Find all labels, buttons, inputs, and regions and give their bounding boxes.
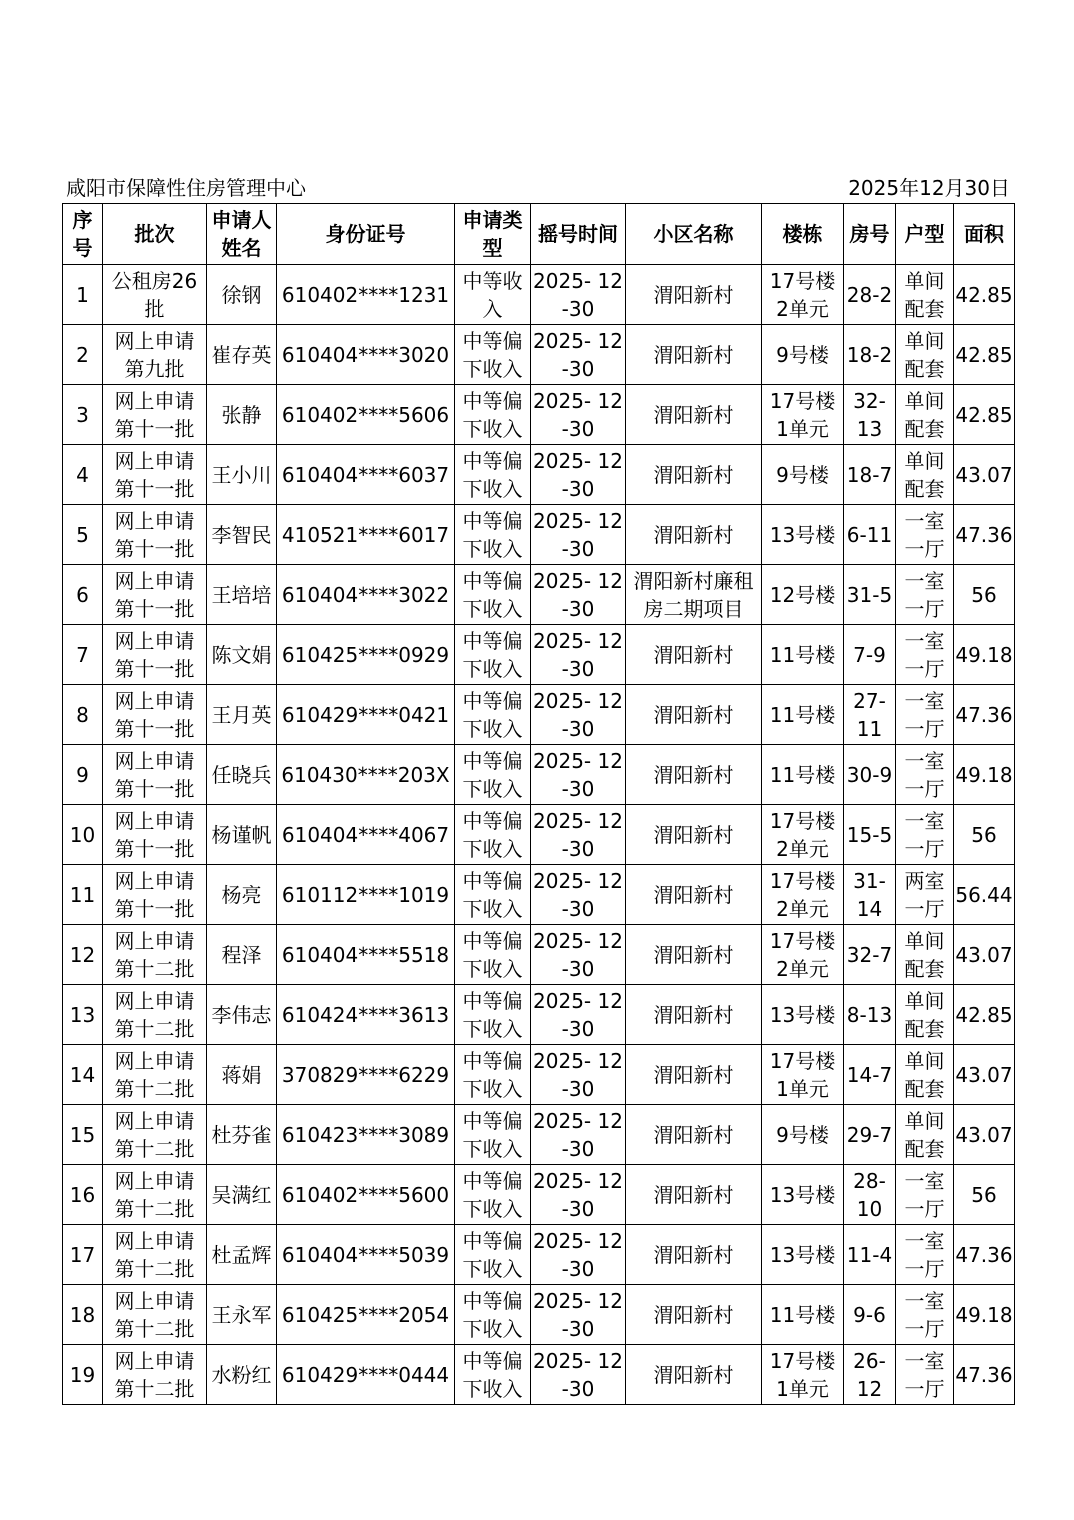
cell-community: 渭阳新村 [626, 1045, 762, 1105]
cell-batch: 网上申请 第十二批 [103, 1345, 207, 1405]
cell-area: 47.36 [954, 505, 1015, 565]
cell-batch: 网上申请 第十一批 [103, 445, 207, 505]
cell-building: 13号楼 [762, 985, 844, 1045]
cell-name: 徐钢 [207, 265, 277, 325]
cell-room: 29-7 [844, 1105, 896, 1165]
cell-building: 11号楼 [762, 685, 844, 745]
cell-name: 杨亮 [207, 865, 277, 925]
cell-layout: 单间 配套 [896, 1105, 954, 1165]
cell-name: 杨谨帆 [207, 805, 277, 865]
cell-batch: 网上申请 第十二批 [103, 985, 207, 1045]
cell-batch: 网上申请 第十一批 [103, 865, 207, 925]
table-row [63, 445, 1015, 505]
cell-type: 中等偏 下收入 [455, 445, 531, 505]
cell-layout: 一室 一厅 [896, 505, 954, 565]
cell-batch: 网上申请 第十一批 [103, 565, 207, 625]
cell-community: 渭阳新村 [626, 325, 762, 385]
cell-room: 31- 14 [844, 865, 896, 925]
table-row [63, 625, 1015, 685]
cell-layout: 单间 配套 [896, 265, 954, 325]
cell-area: 42.85 [954, 265, 1015, 325]
col-layout-header: 户型 [896, 204, 954, 265]
table-row [63, 565, 1015, 625]
cell-type: 中等偏 下收入 [455, 685, 531, 745]
table-row [63, 865, 1015, 925]
cell-community: 渭阳新村 [626, 1105, 762, 1165]
cell-name: 王永军 [207, 1285, 277, 1345]
cell-id: 610429****0444 [277, 1345, 455, 1405]
cell-community: 渭阳新村 [626, 745, 762, 805]
cell-layout: 单间 配套 [896, 925, 954, 985]
cell-area: 49.18 [954, 1285, 1015, 1345]
cell-seq: 18 [63, 1285, 103, 1345]
cell-name: 崔存英 [207, 325, 277, 385]
cell-room: 31-5 [844, 565, 896, 625]
cell-name: 水粉红 [207, 1345, 277, 1405]
cell-time: 2025- 12-30 [531, 1165, 626, 1225]
cell-type: 中等偏 下收入 [455, 1285, 531, 1345]
cell-seq: 11 [63, 865, 103, 925]
cell-id: 610423****3089 [277, 1105, 455, 1165]
cell-time: 2025- 12-30 [531, 1285, 626, 1345]
cell-type: 中等偏 下收入 [455, 325, 531, 385]
cell-id: 610402****5600 [277, 1165, 455, 1225]
cell-type: 中等偏 下收入 [455, 1165, 531, 1225]
cell-batch: 公租房26 批 [103, 265, 207, 325]
cell-community: 渭阳新村廉租 房二期项目 [626, 565, 762, 625]
cell-building: 17号楼 2单元 [762, 925, 844, 985]
cell-building: 9号楼 [762, 445, 844, 505]
cell-name: 王月英 [207, 685, 277, 745]
cell-time: 2025- 12-30 [531, 505, 626, 565]
cell-area: 43.07 [954, 1045, 1015, 1105]
cell-time: 2025- 12-30 [531, 805, 626, 865]
cell-area: 56 [954, 1165, 1015, 1225]
cell-room: 8-13 [844, 985, 896, 1045]
page-header [66, 172, 1010, 200]
cell-building: 12号楼 [762, 565, 844, 625]
cell-seq: 19 [63, 1345, 103, 1405]
cell-area: 43.07 [954, 445, 1015, 505]
col-area-header: 面积 [954, 204, 1015, 265]
cell-batch: 网上申请 第十二批 [103, 1105, 207, 1165]
cell-layout: 一室 一厅 [896, 745, 954, 805]
cell-batch: 网上申请 第十二批 [103, 1165, 207, 1225]
cell-seq: 8 [63, 685, 103, 745]
cell-batch: 网上申请 第十二批 [103, 1285, 207, 1345]
table-row [63, 265, 1015, 325]
cell-time: 2025- 12-30 [531, 565, 626, 625]
table-row [63, 1225, 1015, 1285]
cell-id: 610425****0929 [277, 625, 455, 685]
table-row [63, 1345, 1015, 1405]
cell-community: 渭阳新村 [626, 1165, 762, 1225]
cell-community: 渭阳新村 [626, 685, 762, 745]
cell-name: 程泽 [207, 925, 277, 985]
cell-name: 李智民 [207, 505, 277, 565]
cell-layout: 一室 一厅 [896, 625, 954, 685]
table-row [63, 505, 1015, 565]
cell-layout: 一室 一厅 [896, 1345, 954, 1405]
cell-type: 中等偏 下收入 [455, 865, 531, 925]
cell-id: 610424****3613 [277, 985, 455, 1045]
cell-building: 13号楼 [762, 505, 844, 565]
cell-name: 王培培 [207, 565, 277, 625]
cell-id: 610404****5039 [277, 1225, 455, 1285]
cell-seq: 2 [63, 325, 103, 385]
cell-id: 610404****3022 [277, 565, 455, 625]
cell-building: 9号楼 [762, 325, 844, 385]
cell-name: 任晓兵 [207, 745, 277, 805]
cell-area: 47.36 [954, 1225, 1015, 1285]
cell-id: 610402****1231 [277, 265, 455, 325]
cell-type: 中等偏 下收入 [455, 805, 531, 865]
cell-community: 渭阳新村 [626, 265, 762, 325]
cell-batch: 网上申请 第十一批 [103, 805, 207, 865]
cell-room: 32- 13 [844, 385, 896, 445]
cell-batch: 网上申请 第十二批 [103, 925, 207, 985]
cell-time: 2025- 12-30 [531, 1105, 626, 1165]
cell-batch: 网上申请 第十二批 [103, 1225, 207, 1285]
cell-layout: 一室 一厅 [896, 565, 954, 625]
cell-layout: 一室 一厅 [896, 685, 954, 745]
cell-community: 渭阳新村 [626, 445, 762, 505]
cell-type: 中等偏 下收入 [455, 925, 531, 985]
cell-time: 2025- 12-30 [531, 445, 626, 505]
cell-area: 43.07 [954, 925, 1015, 985]
cell-layout: 单间 配套 [896, 445, 954, 505]
cell-batch: 网上申请 第十一批 [103, 385, 207, 445]
cell-time: 2025- 12-30 [531, 325, 626, 385]
cell-time: 2025- 12-30 [531, 985, 626, 1045]
cell-type: 中等偏 下收入 [455, 745, 531, 805]
cell-community: 渭阳新村 [626, 385, 762, 445]
cell-time: 2025- 12-30 [531, 265, 626, 325]
cell-name: 陈文娟 [207, 625, 277, 685]
cell-id: 610404****4067 [277, 805, 455, 865]
table-row [63, 1165, 1015, 1225]
cell-time: 2025- 12-30 [531, 625, 626, 685]
cell-name: 杜芬雀 [207, 1105, 277, 1165]
cell-id: 610429****0421 [277, 685, 455, 745]
cell-building: 17号楼 1单元 [762, 1045, 844, 1105]
cell-batch: 网上申请 第十一批 [103, 745, 207, 805]
cell-area: 56.44 [954, 865, 1015, 925]
cell-layout: 一室 一厅 [896, 1165, 954, 1225]
cell-id: 370829****6229 [277, 1045, 455, 1105]
cell-type: 中等偏 下收入 [455, 1225, 531, 1285]
cell-room: 15-5 [844, 805, 896, 865]
cell-room: 18-7 [844, 445, 896, 505]
document-date: 2025年12月30日 [848, 175, 1010, 200]
cell-room: 7-9 [844, 625, 896, 685]
cell-time: 2025- 12-30 [531, 1345, 626, 1405]
cell-room: 28- 10 [844, 1165, 896, 1225]
cell-community: 渭阳新村 [626, 1345, 762, 1405]
cell-seq: 1 [63, 265, 103, 325]
cell-room: 9-6 [844, 1285, 896, 1345]
cell-name: 蒋娟 [207, 1045, 277, 1105]
cell-building: 17号楼 1单元 [762, 385, 844, 445]
cell-building: 17号楼 2单元 [762, 805, 844, 865]
cell-room: 11-4 [844, 1225, 896, 1285]
cell-type: 中等偏 下收入 [455, 625, 531, 685]
cell-id: 610402****5606 [277, 385, 455, 445]
cell-building: 17号楼 2单元 [762, 265, 844, 325]
cell-room: 27- 11 [844, 685, 896, 745]
cell-batch: 网上申请 第九批 [103, 325, 207, 385]
cell-room: 6-11 [844, 505, 896, 565]
cell-type: 中等偏 下收入 [455, 385, 531, 445]
table-row [63, 1105, 1015, 1165]
cell-room: 30-9 [844, 745, 896, 805]
cell-seq: 9 [63, 745, 103, 805]
cell-seq: 10 [63, 805, 103, 865]
cell-room: 28-2 [844, 265, 896, 325]
col-time-header: 摇号时间 [531, 204, 626, 265]
cell-time: 2025- 12-30 [531, 685, 626, 745]
cell-area: 49.18 [954, 745, 1015, 805]
table-row [63, 685, 1015, 745]
cell-time: 2025- 12-30 [531, 1045, 626, 1105]
cell-type: 中等偏 下收入 [455, 1105, 531, 1165]
cell-room: 14-7 [844, 1045, 896, 1105]
cell-time: 2025- 12-30 [531, 865, 626, 925]
cell-time: 2025- 12-30 [531, 1225, 626, 1285]
cell-room: 26- 12 [844, 1345, 896, 1405]
allocation-table [62, 203, 1015, 1405]
cell-name: 吴满红 [207, 1165, 277, 1225]
table-row [63, 1045, 1015, 1105]
col-seq-header: 序 号 [63, 204, 103, 265]
cell-building: 13号楼 [762, 1165, 844, 1225]
cell-area: 43.07 [954, 1105, 1015, 1165]
cell-layout: 一室 一厅 [896, 1285, 954, 1345]
cell-type: 中等偏 下收入 [455, 985, 531, 1045]
cell-area: 47.36 [954, 685, 1015, 745]
cell-area: 42.85 [954, 985, 1015, 1045]
cell-community: 渭阳新村 [626, 865, 762, 925]
col-room-header: 房号 [844, 204, 896, 265]
cell-layout: 单间 配套 [896, 325, 954, 385]
cell-seq: 7 [63, 625, 103, 685]
table-row [63, 925, 1015, 985]
cell-time: 2025- 12-30 [531, 385, 626, 445]
cell-name: 杜孟辉 [207, 1225, 277, 1285]
cell-room: 32-7 [844, 925, 896, 985]
cell-layout: 单间 配套 [896, 1045, 954, 1105]
cell-community: 渭阳新村 [626, 1225, 762, 1285]
cell-room: 18-2 [844, 325, 896, 385]
cell-type: 中等偏 下收入 [455, 1045, 531, 1105]
cell-building: 11号楼 [762, 625, 844, 685]
table-row [63, 805, 1015, 865]
cell-area: 42.85 [954, 385, 1015, 445]
cell-name: 李伟志 [207, 985, 277, 1045]
table-header-row [63, 204, 1015, 265]
cell-layout: 一室 一厅 [896, 1225, 954, 1285]
cell-seq: 17 [63, 1225, 103, 1285]
col-batch-header: 批次 [103, 204, 207, 265]
cell-id: 610404****6037 [277, 445, 455, 505]
cell-batch: 网上申请 第十一批 [103, 685, 207, 745]
cell-seq: 5 [63, 505, 103, 565]
cell-community: 渭阳新村 [626, 1285, 762, 1345]
cell-building: 17号楼 1单元 [762, 1345, 844, 1405]
organization-name: 咸阳市保障性住房管理中心 [66, 175, 306, 200]
cell-batch: 网上申请 第十二批 [103, 1045, 207, 1105]
cell-id: 410521****6017 [277, 505, 455, 565]
cell-community: 渭阳新村 [626, 625, 762, 685]
cell-id: 610404****3020 [277, 325, 455, 385]
cell-seq: 6 [63, 565, 103, 625]
cell-area: 42.85 [954, 325, 1015, 385]
cell-building: 11号楼 [762, 1285, 844, 1345]
cell-seq: 4 [63, 445, 103, 505]
cell-community: 渭阳新村 [626, 805, 762, 865]
cell-type: 中等偏 下收入 [455, 505, 531, 565]
cell-seq: 13 [63, 985, 103, 1045]
table-body [63, 265, 1015, 1405]
cell-id: 610425****2054 [277, 1285, 455, 1345]
table-row [63, 745, 1015, 805]
cell-name: 张静 [207, 385, 277, 445]
cell-id: 610430****203X [277, 745, 455, 805]
cell-layout: 单间 配套 [896, 985, 954, 1045]
col-community-header: 小区名称 [626, 204, 762, 265]
table-row [63, 1285, 1015, 1345]
cell-time: 2025- 12-30 [531, 745, 626, 805]
cell-seq: 16 [63, 1165, 103, 1225]
cell-community: 渭阳新村 [626, 925, 762, 985]
table-row [63, 325, 1015, 385]
table-row [63, 385, 1015, 445]
cell-building: 9号楼 [762, 1105, 844, 1165]
cell-community: 渭阳新村 [626, 505, 762, 565]
cell-type: 中等偏 下收入 [455, 1345, 531, 1405]
table-row [63, 985, 1015, 1045]
cell-layout: 两室 一厅 [896, 865, 954, 925]
cell-name: 王小川 [207, 445, 277, 505]
cell-building: 13号楼 [762, 1225, 844, 1285]
cell-id: 610404****5518 [277, 925, 455, 985]
col-id-header: 身份证号 [277, 204, 455, 265]
col-building-header: 楼栋 [762, 204, 844, 265]
cell-seq: 12 [63, 925, 103, 985]
cell-id: 610112****1019 [277, 865, 455, 925]
cell-layout: 单间 配套 [896, 385, 954, 445]
cell-area: 56 [954, 565, 1015, 625]
col-name-header: 申请人 姓名 [207, 204, 277, 265]
cell-area: 49.18 [954, 625, 1015, 685]
cell-community: 渭阳新村 [626, 985, 762, 1045]
cell-batch: 网上申请 第十一批 [103, 625, 207, 685]
col-type-header: 申请类 型 [455, 204, 531, 265]
cell-seq: 15 [63, 1105, 103, 1165]
cell-seq: 14 [63, 1045, 103, 1105]
cell-area: 56 [954, 805, 1015, 865]
cell-type: 中等偏 下收入 [455, 565, 531, 625]
cell-seq: 3 [63, 385, 103, 445]
cell-batch: 网上申请 第十一批 [103, 505, 207, 565]
cell-building: 11号楼 [762, 745, 844, 805]
cell-time: 2025- 12-30 [531, 925, 626, 985]
cell-building: 17号楼 2单元 [762, 865, 844, 925]
cell-type: 中等收 入 [455, 265, 531, 325]
cell-layout: 一室 一厅 [896, 805, 954, 865]
cell-area: 47.36 [954, 1345, 1015, 1405]
